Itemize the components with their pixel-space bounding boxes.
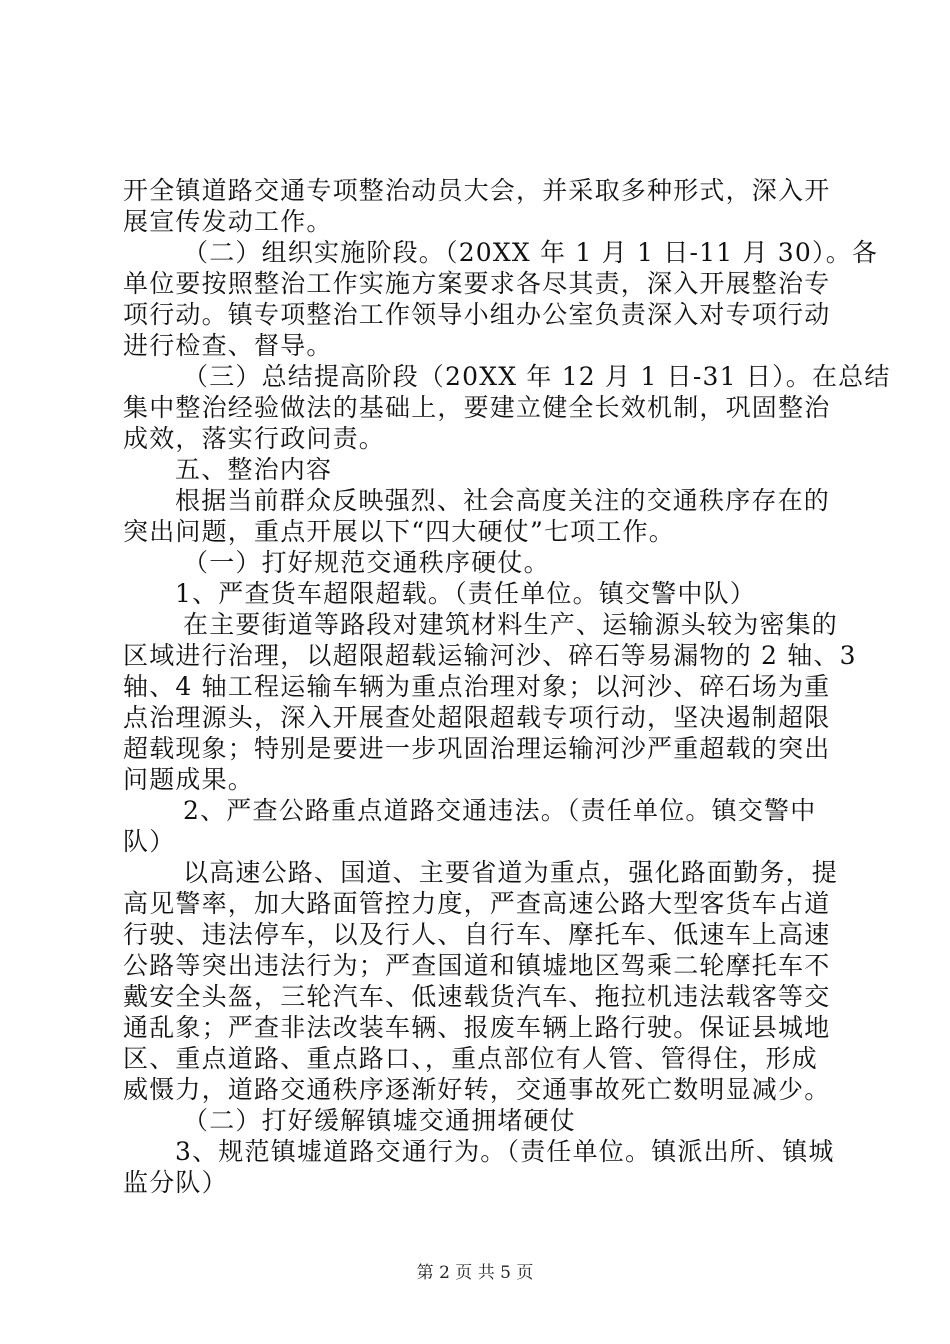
text-line: 轴、4 轴工程运输车辆为重点治理对象；以河沙、碎石场为重 (123, 672, 831, 701)
text-line: 根据当前群众反映强烈、社会高度关注的交通秩序存在的 (175, 486, 831, 515)
text-line: 问题成果。 (123, 765, 255, 794)
text-line: 突出问题，重点开展以下“四大硬仗”七项工作。 (123, 517, 675, 546)
subsection-heading: （一）打好规范交通秩序硬仗。 (183, 548, 550, 577)
text-line: 超载现象；特别是要进一步巩固治理运输河沙严重超载的突出 (123, 734, 831, 763)
text-line: 单位要按照整治工作实施方案要求各尽其责，深入开展整治专 (123, 269, 831, 298)
text-line: 成效，落实行政问责。 (123, 424, 386, 453)
text-line: 行驶、违法停车，以及行人、自行车、摩托车、低速车上高速 (123, 920, 831, 949)
text-line: 项行动。镇专项整治工作领导小组办公室负责深入对专项行动 (123, 300, 831, 329)
text-line: 监分队） (123, 1168, 228, 1197)
text-line: 区域进行治理，以超限超载运输河沙、碎石等易漏物的 2 轴、3 (123, 641, 857, 670)
text-line: 开全镇道路交通专项整治动员大会，并采取多种形式，深入开 (123, 176, 831, 205)
text-line: 戴安全头盔，三轮汽车、低速载货汽车、拖拉机违法载客等交 (123, 982, 831, 1011)
text-line: 高见警率，加大路面管控力度，严查高速公路大型客货车占道 (123, 889, 831, 918)
text-line: （二）组织实施阶段。（20XX 年 1 月 1 日-11 月 30）。各 (183, 238, 879, 267)
text-line: 在主要街道等路段对建筑材料生产、运输源头较为密集的 (183, 610, 839, 639)
text-line: 区、重点道路、重点路口、，重点部位有人管、管得住，形成 (123, 1044, 818, 1073)
text-line: 通乱象；严查非法改装车辆、报废车辆上路行驶。保证县城地 (123, 1013, 831, 1042)
text-line: 进行检查、督导。 (123, 331, 333, 360)
text-line: 点治理源头，深入开展查处超限超载专项行动，坚决遏制超限 (123, 703, 831, 732)
subsection-heading: （二）打好缓解镇墟交通拥堵硬仗 (183, 1106, 577, 1135)
text-line: 以高速公路、国道、主要省道为重点，强化路面勤务，提 (183, 858, 839, 887)
item-heading: 2、严查公路重点道路交通违法。（责任单位。镇交警中 (183, 796, 817, 825)
text-line: 威慑力，道路交通秩序逐渐好转，交通事故死亡数明显减少。 (123, 1075, 831, 1104)
item-heading: 3、规范镇墟道路交通行为。（责任单位。镇派出所、镇城 (175, 1137, 835, 1166)
text-line: 队） (123, 827, 176, 856)
text-line: 公路等突出违法行为；严查国道和镇墟地区驾乘二轮摩托车不 (123, 951, 831, 980)
page-number-footer: 第 2 页 共 5 页 (416, 1263, 534, 1283)
text-line: 集中整治经验做法的基础上，要建立健全长效机制，巩固整治 (123, 393, 831, 422)
text-line: 展宣传发动工作。 (123, 207, 333, 236)
item-heading: 1、严查货车超限超载。（责任单位。镇交警中队） (175, 579, 757, 608)
section-heading: 五、整治内容 (175, 455, 333, 484)
text-line: （三）总结提高阶段（20XX 年 12 月 1 日-31 日）。在总结 (183, 362, 891, 391)
